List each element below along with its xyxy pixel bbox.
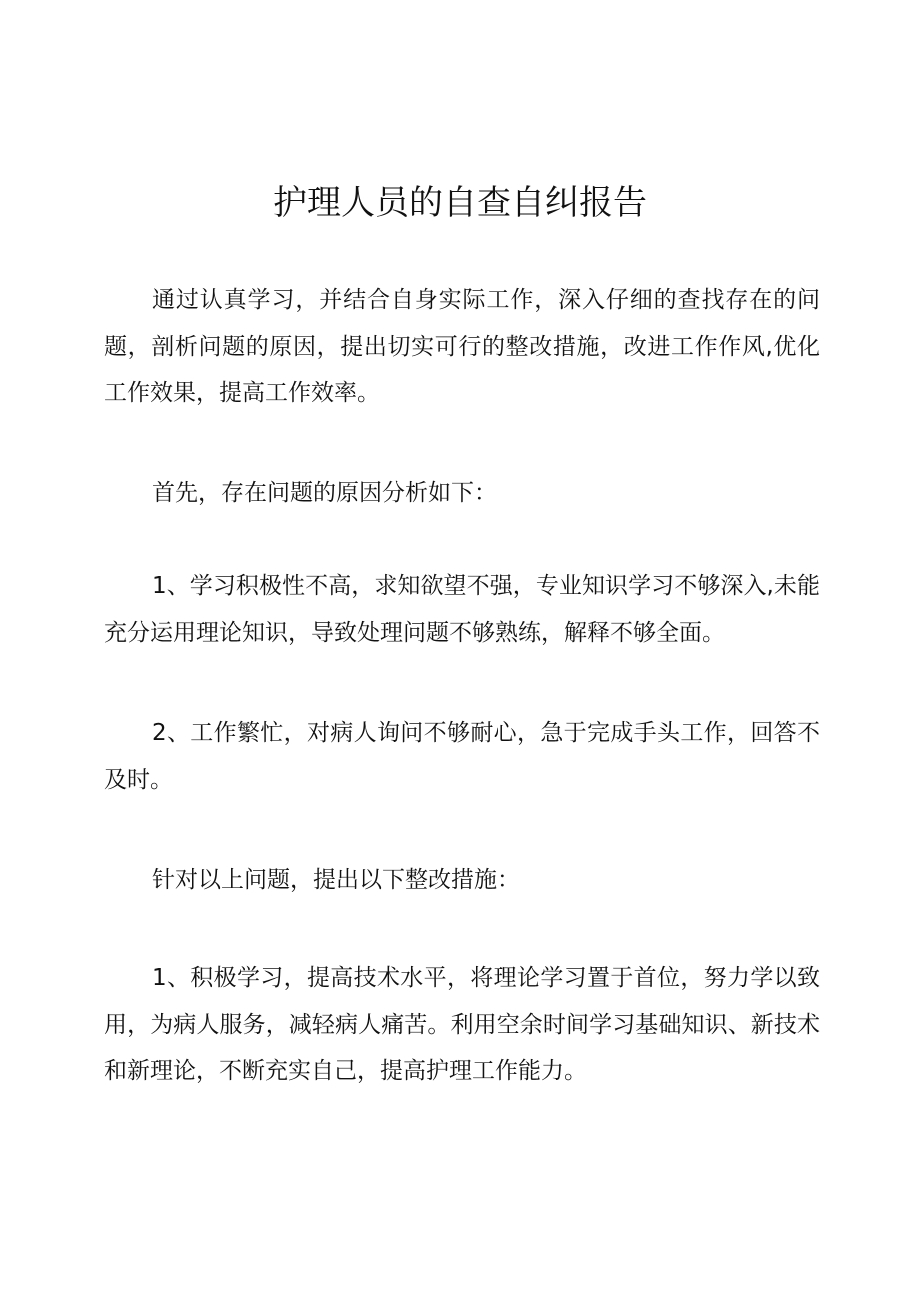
paragraph-measures-heading: 针对以上问题，提出以下整改措施： xyxy=(152,867,520,893)
document-title: 护理人员的自查自纠报告 xyxy=(273,183,647,223)
paragraph-intro: 通过认真学习，并结合自身实际工作，深入仔细的查找存在的问题，剖析问题的原因，提出切实可行的整改措施，改进工作作风,优化工作效果，提高工作效率。 xyxy=(104,287,820,406)
paragraph-cause-heading: 首先，存在问题的原因分析如下： xyxy=(152,480,497,506)
paragraph-cause-2: 2、工作繁忙，对病人询问不够耐心，急于完成手头工作，回答不及时。 xyxy=(104,720,820,793)
paragraph-cause-1: 1、学习积极性不高，求知欲望不强，专业知识学习不够深入,未能充分运用理论知识，导致处理问题不够熟练，解释不够全面。 xyxy=(104,573,820,646)
paragraph-measure-1: 1、积极学习，提高技术水平，将理论学习置于首位，努力学以致用，为病人服务，减轻病人痛苦。利用空余时间学习基础知识、新技术和新理论，不断充实自己，提高护理工作能力。 xyxy=(104,965,820,1084)
